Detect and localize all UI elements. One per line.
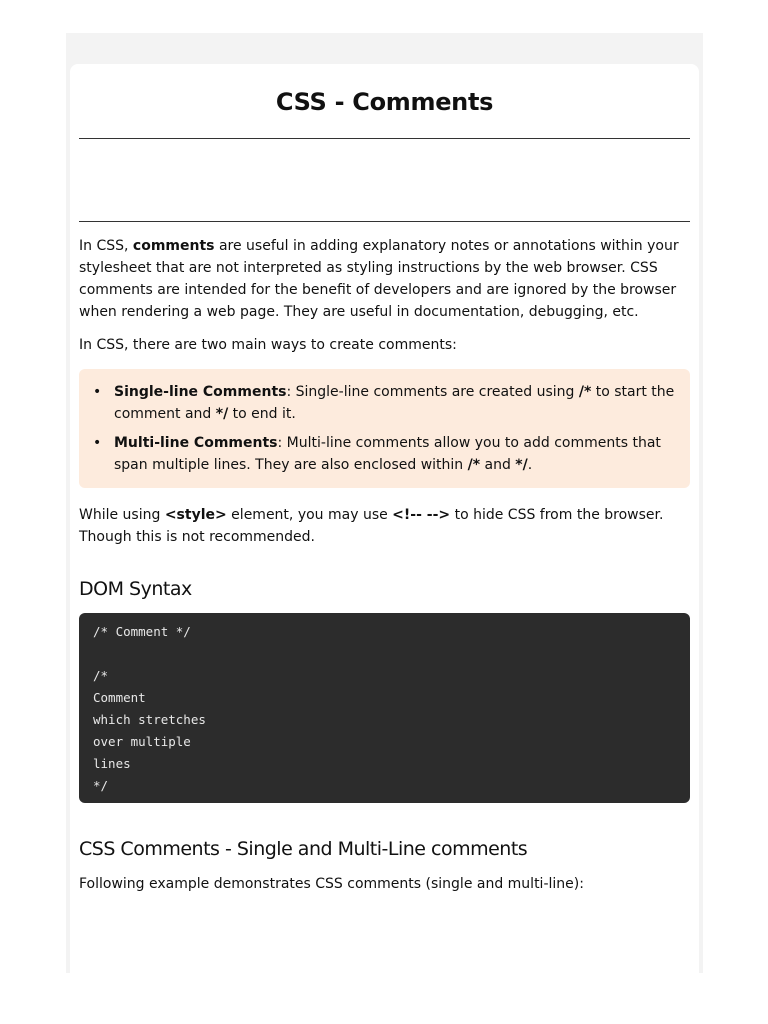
intro-bold-term: comments	[132, 238, 215, 254]
note-code: */	[515, 457, 528, 473]
code-line: /* Comment */	[93, 624, 191, 639]
note-text: .	[527, 457, 533, 473]
code-line	[93, 643, 676, 665]
code-line: over multiple	[93, 734, 191, 749]
style-note-text: While using	[79, 507, 165, 523]
note-term: Single-line Comments	[114, 384, 287, 400]
note-text: : Multi-line comments allow you to add comments that span multiple lines. They are also enclosed within	[114, 435, 661, 473]
ways-paragraph: In CSS, there are two main ways to create comments:	[79, 337, 457, 353]
note-text: to end it.	[228, 406, 296, 422]
code-line: */	[93, 778, 109, 793]
note-code: */	[215, 406, 229, 422]
style-note-code: <!-- -->	[392, 507, 451, 523]
comment-types-note	[79, 369, 690, 488]
section-heading: CSS Comments - Single and Multi-Line comments	[79, 838, 528, 860]
code-line: which stretches	[93, 712, 206, 727]
note-text: to start the comment and	[114, 384, 675, 422]
bullet-icon: •	[93, 435, 102, 451]
comment-types-list	[93, 381, 676, 476]
article-card	[70, 64, 699, 973]
style-note-text: to hide CSS from the browser. Though this is not recommended.	[79, 507, 664, 545]
page-title: CSS - Comments	[275, 88, 494, 116]
note-text: : Single-line comments are created using	[286, 384, 579, 400]
list-item	[93, 432, 676, 476]
code-block[interactable]	[79, 613, 690, 803]
code-line: Comment	[93, 690, 146, 705]
bullet-icon: •	[93, 384, 102, 400]
note-term: Multi-line Comments	[114, 435, 278, 451]
code-line: lines	[93, 756, 131, 771]
dom-syntax-heading: DOM Syntax	[79, 578, 192, 600]
style-note-code: <style>	[164, 507, 227, 523]
style-note-text: element, you may use	[226, 507, 393, 523]
content-frame	[66, 33, 703, 973]
example-paragraph: Following example demonstrates CSS comments (single and multi-line):	[79, 876, 584, 892]
note-text: and	[480, 457, 516, 473]
list-item	[93, 381, 676, 425]
style-element-paragraph	[79, 504, 690, 548]
note-code: /*	[467, 457, 481, 473]
intro-paragraph	[79, 235, 690, 323]
ad-space	[79, 139, 690, 221]
intro-post: are useful in adding explanatory notes or annotations within your stylesheet that are not interpreted as styling instructions by the web browser. CSS comments are intended for the benefit of developers and are ignored by the browser when rendering a web page. They are useful in documentation, debugging, etc.	[79, 238, 679, 320]
code-line: /*	[93, 668, 109, 683]
intro-pre: In CSS,	[79, 238, 133, 254]
note-code: /*	[578, 384, 592, 400]
title-divider-bottom	[79, 221, 690, 222]
